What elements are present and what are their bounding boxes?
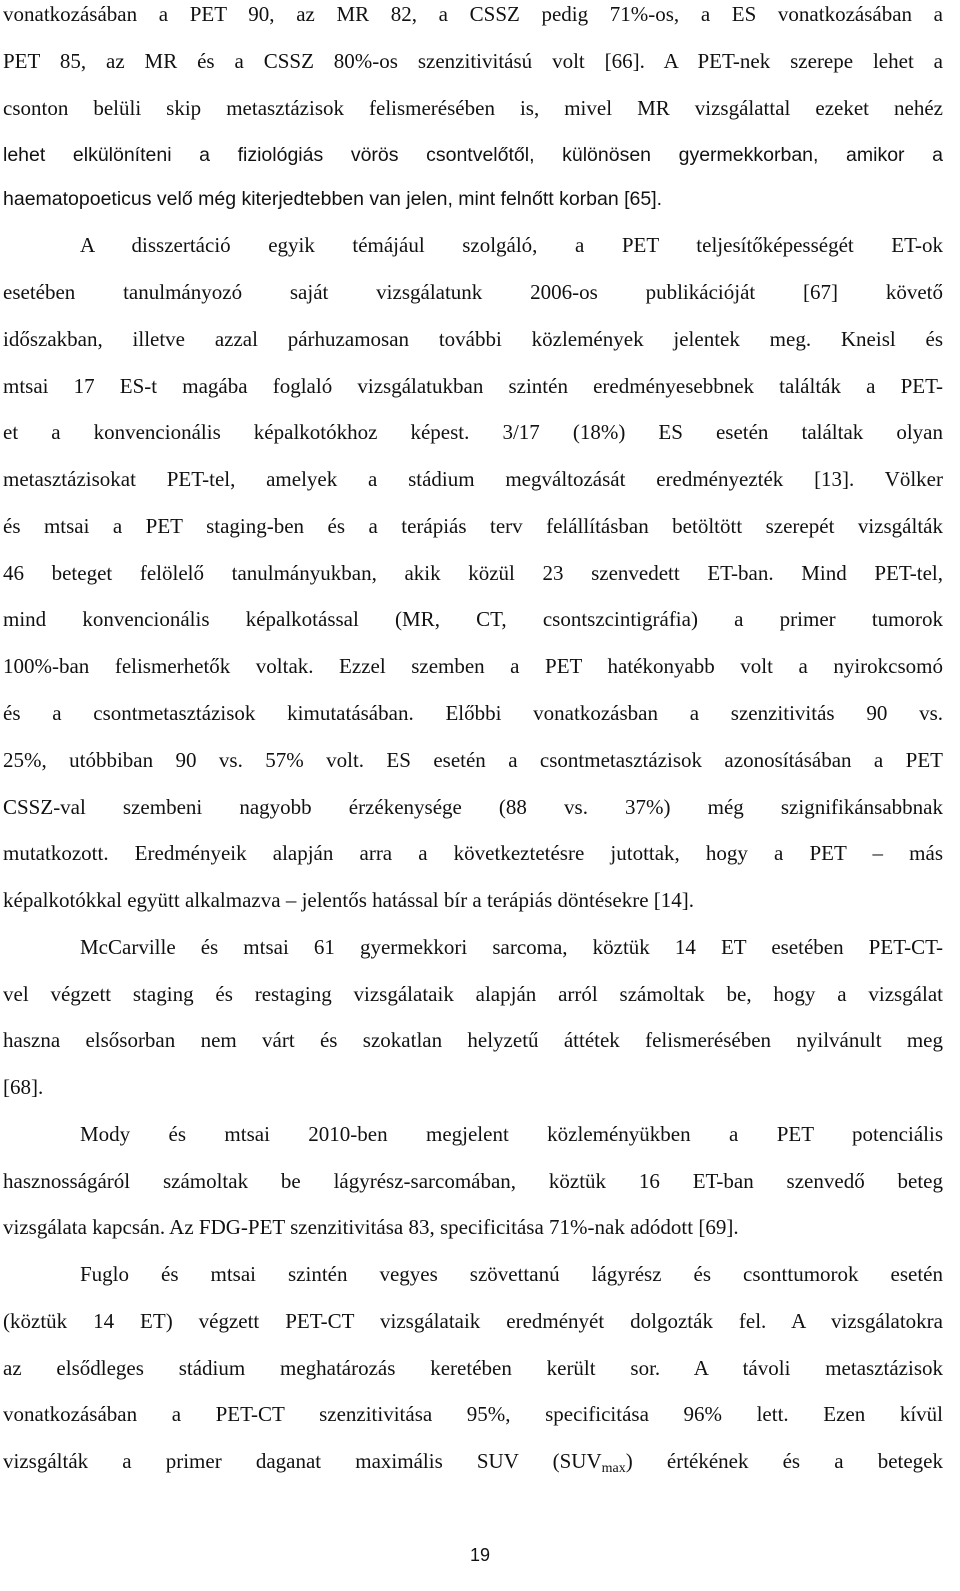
text-fragment: ) értékének és a betegek	[625, 1449, 943, 1473]
text-line: hasznosságáról számoltak be lágyrész-sarcomában, köztük 16 ET-ban szenvedő beteg	[3, 1169, 943, 1193]
text-line: mtsai 17 ES-t magába foglaló vizsgálatukban szintén eredményesebbnek találták a PET-	[3, 374, 943, 398]
text-line: képalkotókkal együtt alkalmazva – jelentős hatással bír a terápiás döntésekre [14].	[3, 888, 695, 912]
text-line: 46 beteget felölelő tanulmányukban, akik közül 23 szenvedett ET-ban. Mind PET-tel,	[3, 561, 943, 585]
subscript-text: max	[601, 1461, 626, 1474]
text-line: McCarville és mtsai 61 gyermekkori sarcoma, köztük 14 ET esetében PET-CT-	[80, 935, 943, 959]
text-line: és mtsai a PET staging-ben és a terápiás terv felállításban betöltött szerepét vizsgálták	[3, 514, 943, 538]
text-line	[3, 1448, 943, 1474]
text-line: időszakban, illetve azzal párhuzamosan további közlemények jelentek meg. Kneisl és	[3, 327, 943, 351]
text-line: mutatkozott. Eredményeik alapján arra a következtetésre jutottak, hogy a PET – más	[3, 841, 943, 865]
text-line: Fuglo és mtsai szintén vegyes szövettanú lágyrész és csonttumorok esetén	[80, 1262, 943, 1286]
text-line: PET 85, az MR és a CSSZ 80%-os szenzitivitású volt [66]. A PET-nek szerepe lehet a	[3, 49, 943, 73]
text-line: vonatkozásában a PET-CT szenzitivitása 95%, specificitása 96% lett. Ezen kívül	[3, 1402, 943, 1426]
text-line: haszna elsősorban nem várt és szokatlan helyzetű áttétek felismerésében nyilvánult meg	[3, 1028, 943, 1052]
text-line: (köztük 14 ET) végzett PET-CT vizsgálataik eredményét dolgozták fel. A vizsgálatokra	[3, 1309, 943, 1333]
text-line: metasztázisokat PET-tel, amelyek a stádium megváltozását eredményezték [13]. Völker	[3, 467, 943, 491]
text-line: et a konvencionális képalkotókhoz képest. 3/17 (18%) ES esetén találtak olyan	[3, 420, 943, 444]
text-line: [68].	[3, 1075, 44, 1099]
text-line: haematopoeticus velő még kiterjedtebben van jelen, mint felnőtt korban [65].	[3, 188, 663, 210]
text-line: A disszertáció egyik témájául szolgáló, a PET teljesítőképességét ET-ok	[80, 233, 943, 257]
text-line: az elsődleges stádium meghatározás keretében került sor. A távoli metasztázisok	[3, 1356, 943, 1380]
text-line: 100%-ban felismerhetők voltak. Ezzel szemben a PET hatékonyabb volt a nyirokcsomó	[3, 654, 943, 678]
text-line: Mody és mtsai 2010-ben megjelent közleményükben a PET potenciális	[80, 1122, 943, 1146]
text-line: mind konvencionális képalkotással (MR, CT, csontszcintigráfia) a primer tumorok	[3, 607, 943, 631]
text-line: vel végzett staging és restaging vizsgálataik alapján arról számoltak be, hogy a vizsgálat	[3, 982, 943, 1006]
text-line: vonatkozásában a PET 90, az MR 82, a CSSZ pedig 71%-os, a ES vonatkozásában a	[3, 2, 943, 26]
text-line: csonton belüli skip metasztázisok felismerésében is, mivel MR vizsgálattal ezeket nehéz	[3, 96, 943, 120]
text-line: 25%, utóbbiban 90 vs. 57% volt. ES esetén a csontmetasztázisok azonosításában a PET	[3, 748, 943, 772]
text-line: vizsgálata kapcsán. Az FDG-PET szenzitivitása 83, specificitása 71%-nak adódott [69].	[3, 1215, 739, 1239]
text-line: lehet elkülöníteni a fiziológiás vörös csontvelőtől, különösen gyermekkorban, amikor a	[3, 144, 943, 166]
text-fragment: vizsgálták a primer daganat maximális SUV (SUV	[3, 1449, 602, 1473]
page-number: 19	[469, 1545, 491, 1565]
text-line: CSSZ-val szembeni nagyobb érzékenysége (88 vs. 37%) még szignifikánsabbnak	[3, 795, 943, 819]
text-line: és a csontmetasztázisok kimutatásában. Előbbi vonatkozásban a szenzitivitás 90 vs.	[3, 701, 943, 725]
text-line: esetében tanulmányozó saját vizsgálatunk 2006-os publikációját [67] követő	[3, 280, 943, 304]
